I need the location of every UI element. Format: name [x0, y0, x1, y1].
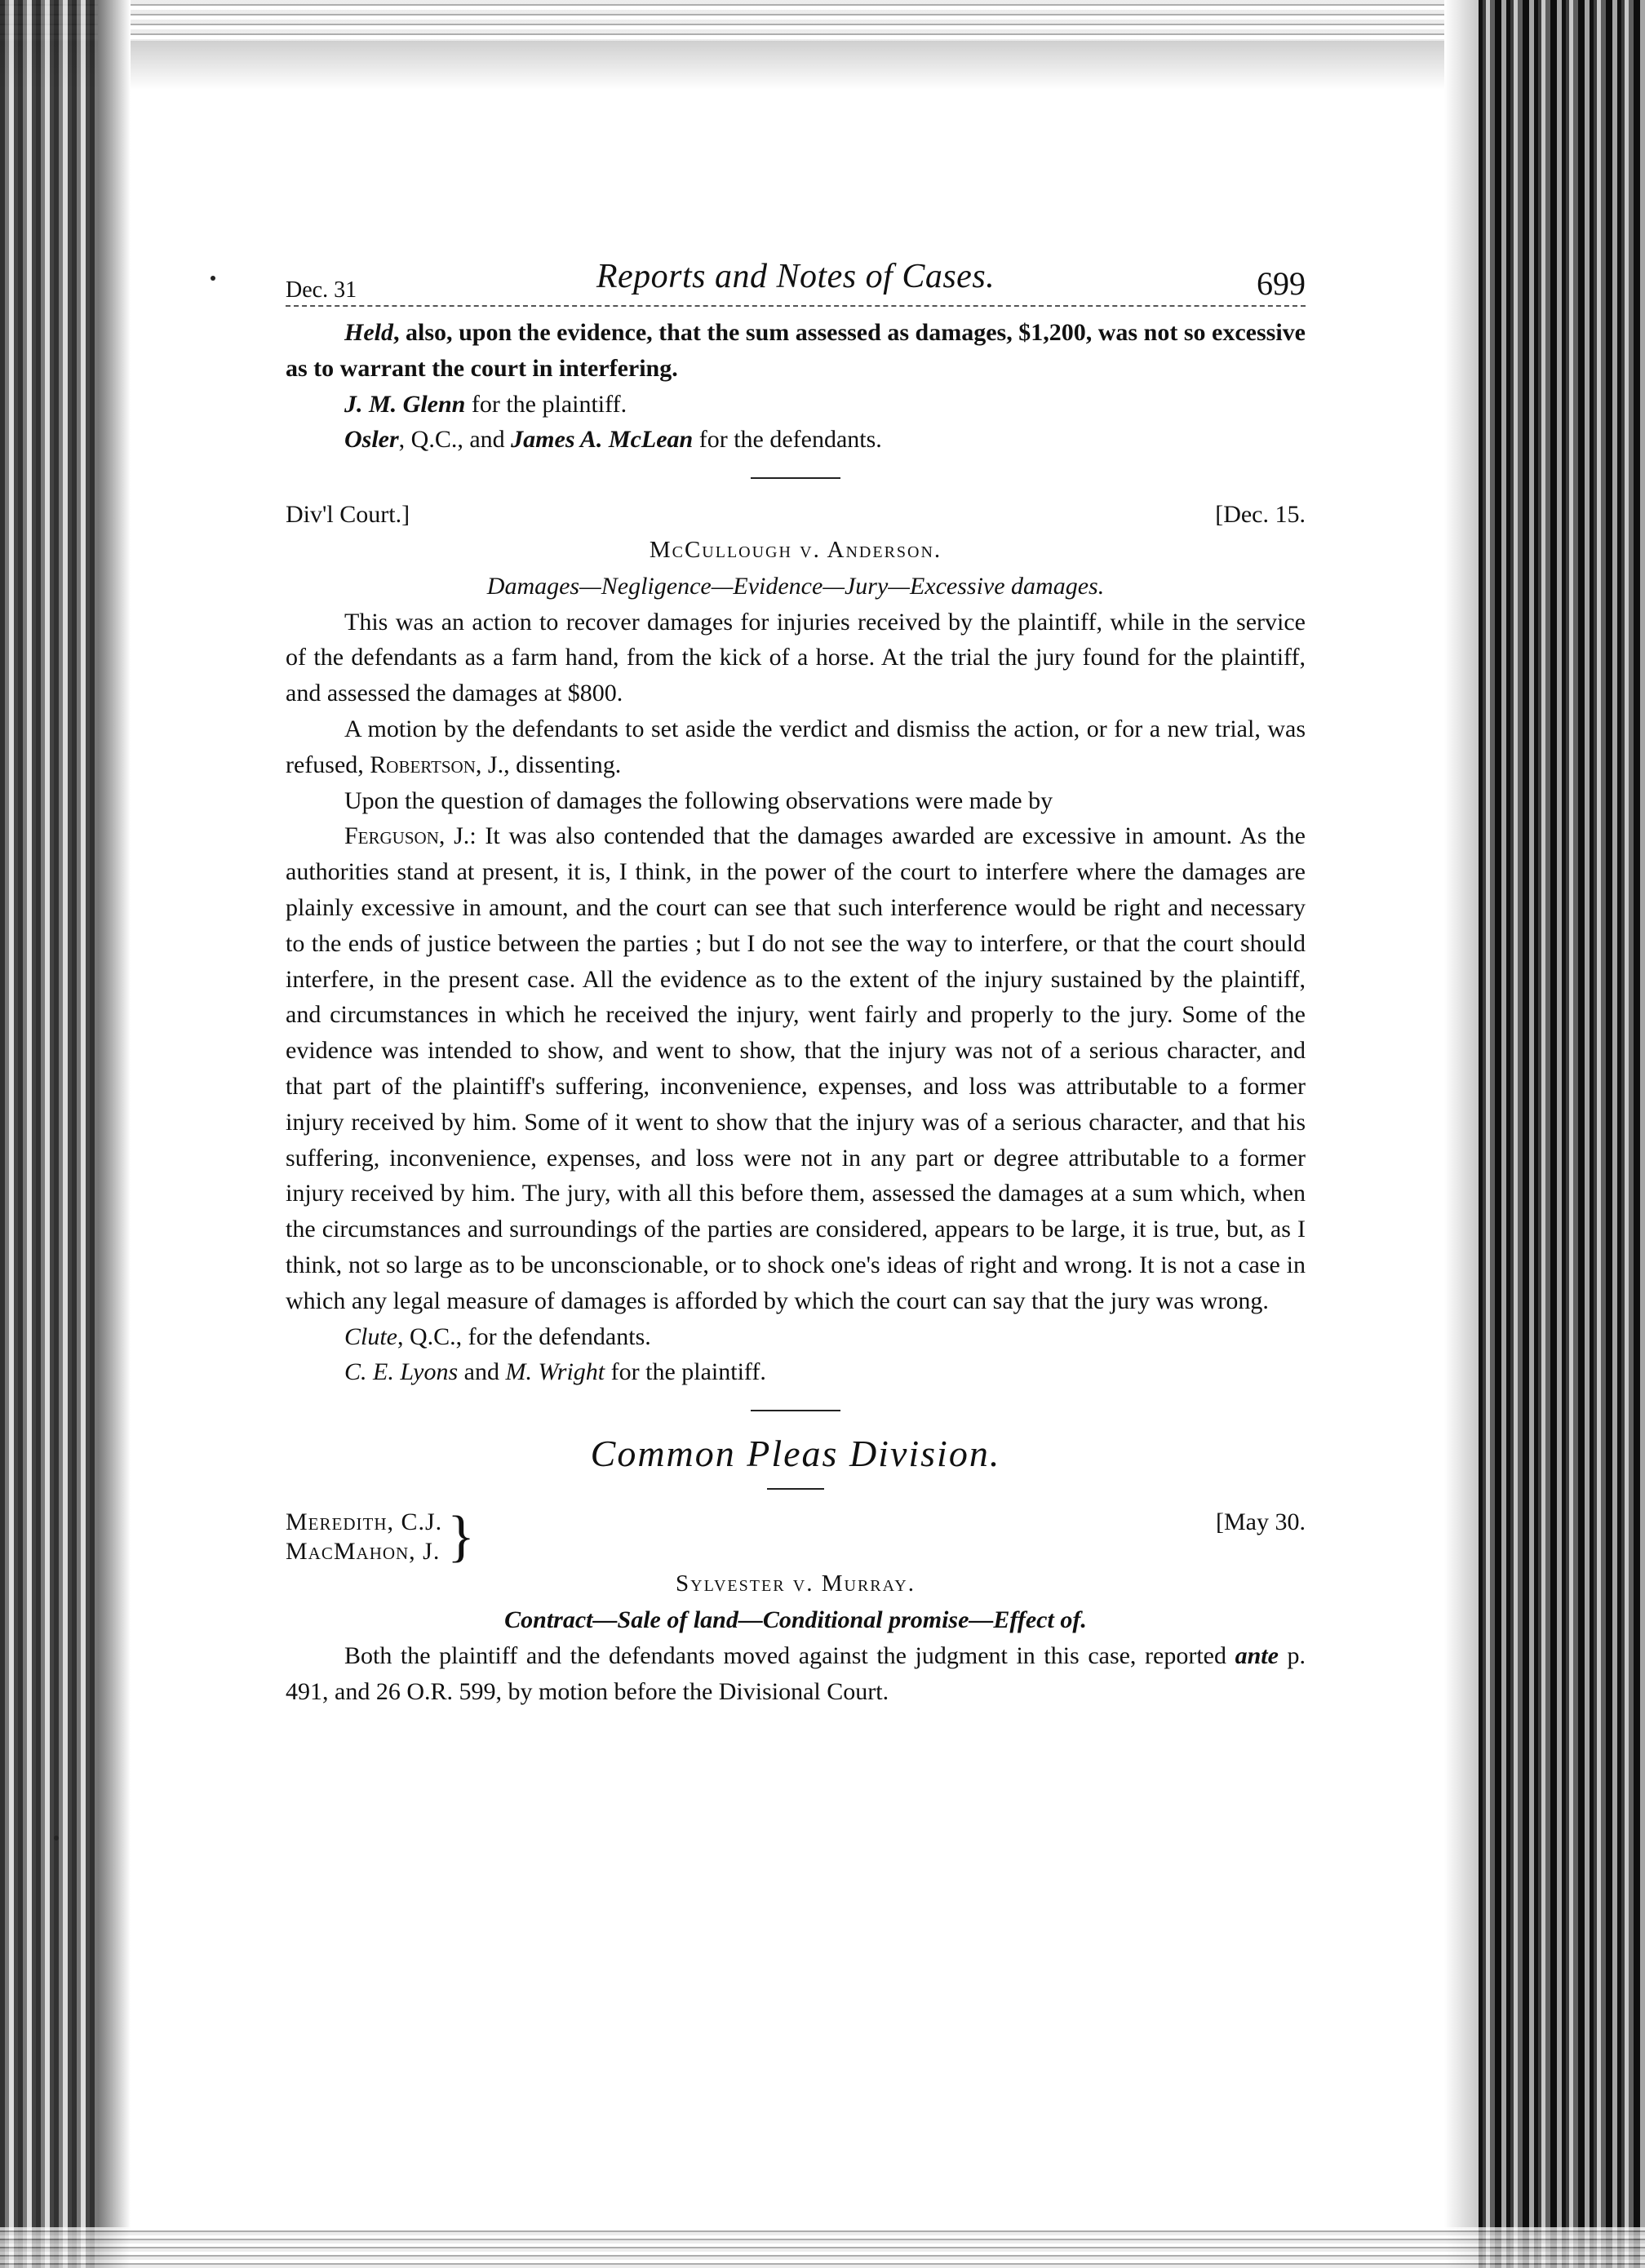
- scan-edge-left-shadow: [98, 0, 131, 2268]
- scan-edge-bottom: [0, 2227, 1645, 2268]
- judge-name: Meredith, C.J.: [286, 1508, 443, 1536]
- judge-name: Ferguson, J.: [344, 822, 470, 850]
- judges-list: [286, 1505, 475, 1569]
- scan-edge-left: [0, 0, 114, 2268]
- text-run: p. 491, and 26 O.R. 599, by motion before the Divisional Court.: [286, 1641, 1306, 1705]
- counsel-plaintiff-line: [286, 1354, 1306, 1390]
- catchwords: Contract—Sale of land—Conditional promise—Effect of.: [504, 1606, 1087, 1633]
- case-paragraph: [286, 711, 1306, 783]
- counsel-name: M. Wright: [505, 1358, 605, 1386]
- running-head: [286, 245, 1306, 303]
- section-rule: [751, 477, 840, 479]
- counsel-name: Clute: [344, 1322, 397, 1350]
- ante-reference: ante: [1235, 1641, 1279, 1669]
- running-head-title: Reports and Notes of Cases.: [596, 258, 995, 295]
- counsel-role: for the defendants.: [693, 426, 882, 454]
- text-run: , dissenting.: [503, 751, 622, 778]
- counsel-role: , Q.C., for the defendants.: [397, 1322, 651, 1350]
- case-date: [May 30.: [1216, 1508, 1306, 1536]
- case-court-line: [286, 497, 1306, 533]
- court-name: Div'l Court.]: [286, 501, 410, 529]
- scan-speck: [54, 1836, 59, 1841]
- held-text: , also, upon the evidence, that the sum assessed as damages, $1,200, was not so excessive as to warrant the court in interfering.: [286, 319, 1306, 382]
- judge-name: Robertson, J.: [370, 751, 504, 778]
- counsel-defendants-line: [286, 1319, 1306, 1355]
- scan-speck: [211, 276, 215, 281]
- judgment-paragraph: [286, 818, 1306, 1318]
- page-number: 699: [1257, 265, 1306, 302]
- case-title: Sylvester v. Murray.: [676, 1570, 916, 1597]
- case-paragraph: This was an action to recover damages for injuries received by the plaintiff, while in the service of the defendants as a farm hand, from the kick of a horse. At the trial the jury found for the plaintiff, and assessed the damages at $800.: [286, 608, 1306, 707]
- book-page: [286, 245, 1306, 1709]
- section-rule: [751, 1410, 840, 1411]
- held-paragraph: [286, 315, 1306, 387]
- counsel-name: Osler: [344, 426, 399, 454]
- scan-edge-top-shadow: [0, 41, 1645, 90]
- judge-name: MacMahon, J.: [286, 1538, 441, 1566]
- counsel-name: C. E. Lyons: [344, 1358, 459, 1386]
- counsel-role: for the plaintiff.: [605, 1358, 766, 1386]
- division-heading: Common Pleas Division.: [590, 1433, 1001, 1475]
- running-head-date: Dec. 31: [286, 277, 357, 303]
- counsel-defendants-line: [286, 422, 1306, 458]
- running-head-rule: [286, 305, 1306, 307]
- text-run: A motion by the defendants to set aside the verdict and dismiss the action, or for a new trial, was refused,: [286, 715, 1306, 778]
- held-lead: Held: [344, 319, 393, 346]
- judges-names: [286, 1508, 442, 1566]
- counsel-plaintiff-line: [286, 387, 1306, 423]
- counsel-connector: , Q.C., and: [398, 426, 512, 454]
- brace-glyph: }: [447, 1505, 475, 1569]
- case-paragraph: [286, 1638, 1306, 1710]
- counsel-role: for the plaintiff.: [465, 390, 627, 418]
- catchwords: Damages—Negligence—Evidence—Jury—Excessive damages.: [486, 572, 1105, 600]
- case-paragraph: Upon the question of damages the following observations were made by: [344, 786, 1053, 814]
- scan-edge-right: [1479, 0, 1645, 2268]
- counsel-name: J. M. Glenn: [344, 390, 466, 418]
- case-title: McCullough v. Anderson.: [649, 536, 942, 563]
- text-run: Both the plaintiff and the defendants moved against the judgment in this case, reported: [344, 1641, 1235, 1669]
- counsel-name: James A. McLean: [511, 426, 694, 454]
- case-court-line: [286, 1505, 1306, 1569]
- counsel-connector: and: [458, 1358, 506, 1386]
- case-date: [Dec. 15.: [1215, 501, 1306, 529]
- judgment-text: : It was also contended that the damages awarded are excessive in amount. As the authorities stand at present, it is, I think, in the power of the court to interfere where the damages are plainly excessive in amount, and the court can see that such interference would be right and necessary to the ends of justice between the parties ; but I do not see the way to interfere, or that the court should interfere, in the present case. All the evidence as to the extent of the injury sustained by the plaintiff, and circumstances in which he received the injury, went fairly and properly to the jury. Some of the evidence was intended to show, and went to show, that the injury was not of a serious character, and that part of the plaintiff's suffering, inconvenience, expenses, and loss was attributable to a former injury received by him. Some of it went to show that the injury was of a serious character, and that his suffering, inconvenience, expenses, and loss were not in any part or degree attributable to a former injury received by him. The jury, with all this before them, assessed the damages at a sum which, when the circumstances and surroundings of the parties are considered, appears to be large, it is true, but, as I think, not so large as to be unconscionable, or to shock one's ideas of right and wrong. It is not a case in which any legal measure of damages is afforded by which the court can say that the jury was wrong.: [286, 822, 1306, 1314]
- section-rule: [767, 1488, 824, 1490]
